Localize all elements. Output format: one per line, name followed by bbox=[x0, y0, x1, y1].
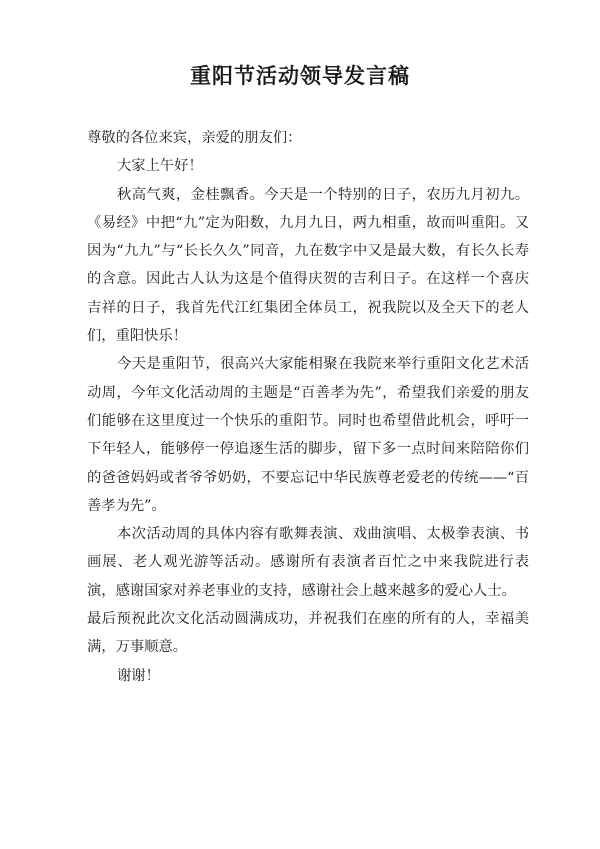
body-paragraph-2: 今天是重阳节，很高兴大家能相聚在我院来举行重阳文化艺术活动周，今年文化活动周的主题是“百善孝为先”，希望我们亲爱的朋友们能够在这里度过一个快乐的重阳节。同时也希望借此机会，呼吁一下年轻人，能够停一停追逐生活的脚步，留下多一点时间来陪陪你们的爸爸妈妈或者爷爷奶奶，不要忘记中华民族尊老爱老的传统——“百善孝为先”。 bbox=[87, 356, 529, 514]
document-body bbox=[87, 124, 529, 690]
salutation: 尊敬的各位来宾，亲爱的朋友们： bbox=[87, 130, 302, 146]
closing-paragraph: 最后预祝此次文化活动圆满成功，并祝我们在座的所有的人，幸福美满，万事顺意。 bbox=[87, 611, 529, 656]
body-paragraph-1: 秋高气爽，金桂飘香。今天是一个特别的日子，农历九月初九。《易经》中把“九”定为阳数，九月九日，两九相重，故而叫重阳。又因为“九九”与“长长久久”同音，九在数字中又是最大数，有长久长寿的含意。因此古人认为这是个值得庆贺的吉利日子。在这样一个喜庆吉祥的日子，我首先代江红集团全体员工，祝我院以及全天下的老人们，重阳快乐！ bbox=[87, 186, 529, 345]
body-paragraph-3: 本次活动周的具体内容有歌舞表演、戏曲演唱、太极拳表演、书画展、老人观光游等活动。感谢所有表演者百忙之中来我院进行表演，感谢国家对养老事业的支持，感谢社会上越来越多的爱心人士。 bbox=[87, 526, 529, 599]
thanks: 谢谢！ bbox=[117, 667, 160, 684]
document-title: 重阳节活动领导发言稿 bbox=[190, 63, 410, 88]
greeting: 大家上午好！ bbox=[117, 158, 203, 175]
